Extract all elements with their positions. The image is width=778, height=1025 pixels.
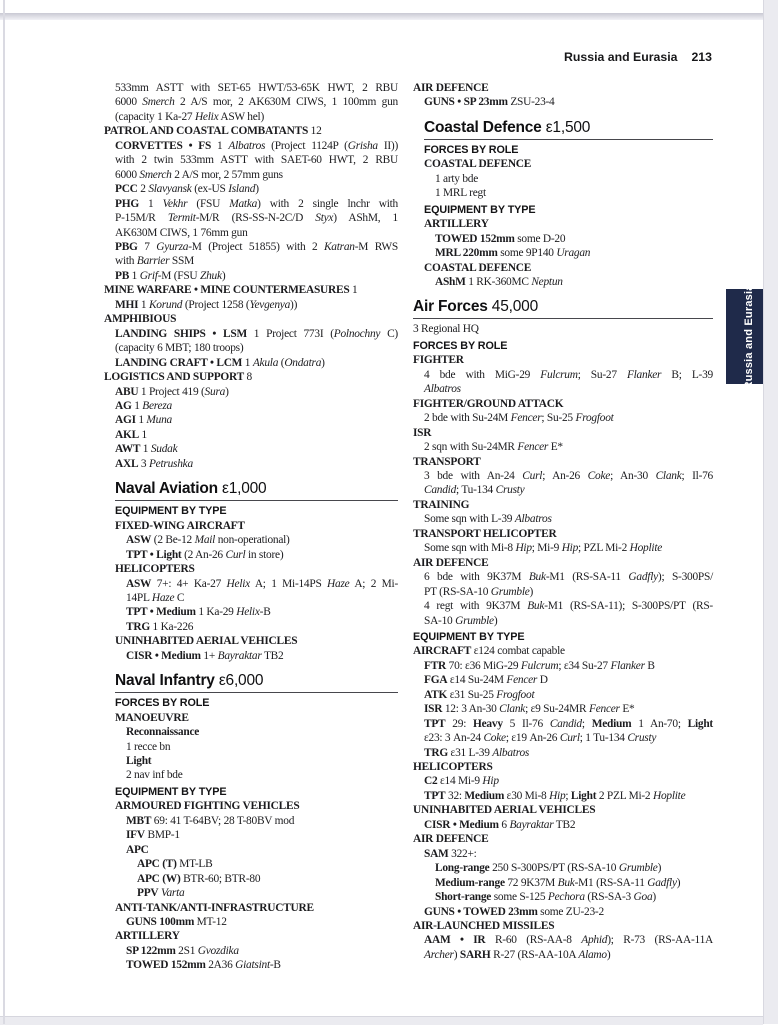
text-line: TRAINING xyxy=(413,498,470,511)
text-line: LANDING CRAFT • LCM 1 Akula (Ondatra) xyxy=(115,356,325,369)
section-title: Air Forces xyxy=(413,298,488,316)
text-line: APC (T) MT-LB xyxy=(137,858,213,871)
text-line: AKL 1 xyxy=(115,428,147,441)
text-line: MBT 69: 41 T-64BV; 28 T-80BV mod xyxy=(126,814,295,827)
text-line: LANDING SHIPS • LSM 1 Project 773I (Polnochny C) xyxy=(115,327,398,340)
text-line: PATROL AND COASTAL COMBATANTS 12 xyxy=(104,125,322,138)
text-line: 6000 Smerch 2 A/S mor, 2 AK630M CIWS, 1 100mm gun xyxy=(115,96,398,109)
left-column xyxy=(104,81,398,973)
text-line: 3 bde with An-24 Curl; An-26 Coke; An-30 Clank; Il-76 xyxy=(424,469,714,482)
section-strength: ε1,000 xyxy=(217,480,267,498)
text-line: 2 bde with Su-24M Fencer; Su-25 Frogfoot xyxy=(424,412,614,425)
section-heading xyxy=(413,298,713,319)
text-line: AWT 1 Sudak xyxy=(115,443,178,456)
section-heading xyxy=(115,672,398,693)
text-line: 6000 Smerch 2 A/S mor, 2 57mm guns xyxy=(115,168,283,181)
text-line: Some sqn with Mi-8 Hip; Mi-9 Hip; PZL Mi-2 Hoplite xyxy=(424,542,663,555)
text-line: 6 bde with 9K37M Buk-M1 (RS-SA-11 Gadfly); S-300PS/ xyxy=(424,571,713,584)
text-line: PHG 1 Vekhr (FSU Matka) with 2 single lnchr with xyxy=(115,197,398,210)
text-line: Long-range 250 S-300PS/PT (RS-SA-10 Grumble) xyxy=(435,862,662,875)
section-strength: ε6,000 xyxy=(214,672,264,690)
subsection-heading: FORCES BY ROLE xyxy=(115,697,210,710)
text-line: PT (RS-SA-10 Grumble) xyxy=(424,585,534,598)
text-line: PBG 7 Gyurza-M (Project 51855) with 2 Katran-M RWS xyxy=(115,240,399,253)
text-line: TPT • Medium 1 Ka-29 Helix-B xyxy=(126,606,271,619)
text-line: MANOEUVRE xyxy=(115,711,189,724)
text-line: TPT 32: Medium ε30 Mi-8 Hip; Light 2 PZL Mi-2 Hoplite xyxy=(424,789,686,802)
text-line: ISR xyxy=(413,426,432,439)
section-heading xyxy=(424,119,713,140)
text-line: FIGHTER/GROUND ATTACK xyxy=(413,397,564,410)
text-line: AShM 1 RK-360MC Neptun xyxy=(435,275,563,288)
text-line: MHI 1 Korund (Project 1258 (Yevgenya)) xyxy=(115,298,298,311)
text-line: 4 regt with 9K37M Buk-M1 (RS-SA-11); S-300PS/PT (RS- xyxy=(424,600,713,613)
text-line: 4 bde with MiG-29 Fulcrum; Su-27 Flanker B; L-39 xyxy=(424,368,713,381)
text-line: COASTAL DEFENCE xyxy=(424,261,532,274)
text-line: MINE WARFARE • MINE COUNTERMEASURES 1 xyxy=(104,284,358,297)
text-line: P-15M/R Termit-M/R (RS-SS-N-2C/D Styx) AShM, 1 xyxy=(115,212,398,225)
text-line: SP 122mm 2S1 Gvozdika xyxy=(126,944,239,957)
page-top-edge xyxy=(0,13,764,20)
text-line: AK630M CIWS, 1 76mm gun xyxy=(115,226,248,239)
text-line: C2 ε14 Mi-9 Hip xyxy=(424,775,499,788)
text-line: CORVETTES • FS 1 Albatros (Project 1124P (Grisha II)) xyxy=(115,139,398,152)
text-line: ARTILLERY xyxy=(115,930,180,943)
text-line: Archer) SARH R-27 (RS-AA-10A Alamo) xyxy=(424,948,611,961)
text-line: CISR • Medium 1+ Bayraktar TB2 xyxy=(126,649,284,662)
text-line: PB 1 Grif-M (FSU Zhuk) xyxy=(115,269,226,282)
text-line: TOWED 152mm some D-20 xyxy=(435,232,566,245)
text-line: PPV Varta xyxy=(137,887,185,900)
text-line: ARTILLERY xyxy=(424,218,489,231)
page-header xyxy=(564,50,712,64)
text-line: GUNS • SP 23mm ZSU-23-4 xyxy=(424,96,555,109)
text-line: Medium-range 72 9K37M Buk-M1 (RS-SA-11 Gadfly) xyxy=(435,876,681,889)
text-line: Light xyxy=(126,755,152,768)
text-line: Candid; Tu-134 Crusty xyxy=(424,484,525,497)
text-line: TOWED 152mm 2A36 Giatsint-B xyxy=(126,959,281,972)
text-line: HELICOPTERS xyxy=(413,761,493,774)
text-line: Reconnaissance xyxy=(126,726,200,739)
text-line: AMPHIBIOUS xyxy=(104,313,177,326)
text-line: FIXED-WING AIRCRAFT xyxy=(115,519,245,532)
text-line: FTR 70: ε36 MiG-29 Fulcrum; ε34 Su-27 Flanker B xyxy=(424,659,655,672)
text-line: GUNS • TOWED 23mm some ZU-23-2 xyxy=(424,905,604,918)
text-line: 1 recce bn xyxy=(126,740,171,753)
text-line: FIGHTER xyxy=(413,354,464,367)
text-line: AIRCRAFT ε124 combat capable xyxy=(413,645,565,658)
text-line: APC (W) BTR-60; BTR-80 xyxy=(137,872,261,885)
text-line: (capacity 6 MBT; 180 troops) xyxy=(115,342,244,355)
text-line: ANTI-TANK/ANTI-INFRASTRUCTURE xyxy=(115,901,314,914)
text-line: 14PL Haze C xyxy=(126,591,185,604)
text-line: AG 1 Bereza xyxy=(115,399,172,412)
text-line: 1 MRL regt xyxy=(435,187,486,200)
text-line: AXL 3 Petrushka xyxy=(115,457,193,470)
text-line: UNINHABITED AERIAL VEHICLES xyxy=(413,804,596,817)
text-line: TRG ε31 L-39 Albatros xyxy=(424,746,530,759)
text-line: AGI 1 Muna xyxy=(115,414,172,427)
text-line: Albatros xyxy=(424,383,461,396)
text-line: LOGISTICS AND SUPPORT 8 xyxy=(104,371,252,384)
text-line: (capacity 1 Ka-27 Helix ASW hel) xyxy=(115,110,265,123)
section-title: Coastal Defence xyxy=(424,118,542,136)
chapter-title: Russia and Eurasia xyxy=(564,50,678,64)
text-line: TRANSPORT xyxy=(413,455,481,468)
text-line: ARMOURED FIGHTING VEHICLES xyxy=(115,800,300,813)
subsection-heading: EQUIPMENT BY TYPE xyxy=(424,203,536,216)
text-line: HELICOPTERS xyxy=(115,563,195,576)
section-strength: 45,000 xyxy=(487,298,538,316)
text-line: TRANSPORT HELICOPTER xyxy=(413,527,557,540)
text-line: MRL 220mm some 9P140 Uragan xyxy=(435,247,591,260)
text-line: AAM • IR R-60 (RS-AA-8 Aphid); R-73 (RS-AA-11A xyxy=(424,934,713,947)
subsection-heading: FORCES BY ROLE xyxy=(413,339,508,352)
text-line: 3 Regional HQ xyxy=(413,323,479,336)
page-number: 213 xyxy=(691,50,712,64)
text-line: AIR DEFENCE xyxy=(413,833,489,846)
subsection-heading: EQUIPMENT BY TYPE xyxy=(115,505,227,518)
text-line: 2 nav inf bde xyxy=(126,769,183,782)
text-line: SA-10 Grumble) xyxy=(424,614,498,627)
text-line: AIR DEFENCE xyxy=(413,556,489,569)
text-line: ATK ε31 Su-25 Frogfoot xyxy=(424,688,535,701)
text-line: AIR DEFENCE xyxy=(413,82,489,94)
text-line: ASW (2 Be-12 Mail non-operational) xyxy=(126,534,290,547)
section-heading xyxy=(115,480,398,501)
section-strength: ε1,500 xyxy=(541,118,591,136)
text-line: TPT • Light (2 An-26 Curl in store) xyxy=(126,548,284,561)
text-line: COASTAL DEFENCE xyxy=(424,158,532,171)
text-line: TPT 29: Heavy 5 Il-76 Candid; Medium 1 An-70; Light xyxy=(424,717,713,730)
section-title: Naval Infantry xyxy=(115,672,215,690)
text-line: PCC 2 Slavyansk (ex-US Island) xyxy=(115,183,259,196)
text-line: FGA ε14 Su-24M Fencer D xyxy=(424,674,548,687)
subsection-heading: EQUIPMENT BY TYPE xyxy=(413,630,525,643)
text-line: Short-range some S-125 Pechora (RS-SA-3 Goa) xyxy=(435,891,656,904)
text-line: ISR 12: 3 An-30 Clank; ε9 Su-24MR Fencer E* xyxy=(424,703,635,716)
text-line: ASW 7+: 4+ Ka-27 Helix A; 1 Mi-14PS Haze A; 2 Mi- xyxy=(126,577,398,590)
subsection-heading: FORCES BY ROLE xyxy=(424,143,519,156)
section-title: Naval Aviation xyxy=(115,480,218,498)
text-line: Some sqn with L-39 Albatros xyxy=(424,513,552,526)
text-line: IFV BMP-1 xyxy=(126,829,180,842)
right-column xyxy=(413,81,713,962)
text-line: APC xyxy=(126,843,149,856)
page-left-edge xyxy=(3,0,5,1024)
text-line: with Barrier SSM xyxy=(115,255,194,268)
text-line: AIR-LAUNCHED MISSILES xyxy=(413,920,555,933)
subsection-heading: EQUIPMENT BY TYPE xyxy=(115,785,227,798)
chapter-side-tab-label: Russia and Eurasia xyxy=(743,283,755,390)
text-line: UNINHABITED AERIAL VEHICLES xyxy=(115,635,298,648)
text-line: TRG 1 Ka-226 xyxy=(126,620,194,633)
text-line: GUNS 100mm MT-12 xyxy=(126,916,227,929)
text-line: 533mm ASTT with SET-65 HWT/53-65K HWT, 2 RBU xyxy=(115,82,398,94)
text-line: SAM 322+: xyxy=(424,847,477,860)
text-line: with 2 twin 533mm ASTT with SAET-60 HWT, 2 RBU xyxy=(115,154,398,167)
text-line: 1 arty bde xyxy=(435,172,479,185)
page-right-edge xyxy=(763,0,778,1024)
text-line: ABU 1 Project 419 (Sura) xyxy=(115,385,229,398)
text-line: CISR • Medium 6 Bayraktar TB2 xyxy=(424,818,576,831)
text-line: ε23: 3 An-24 Coke; ε19 An-26 Curl; 1 Tu-134 Crusty xyxy=(424,732,657,745)
text-line: 2 sqn with Su-24MR Fencer E* xyxy=(424,441,563,454)
